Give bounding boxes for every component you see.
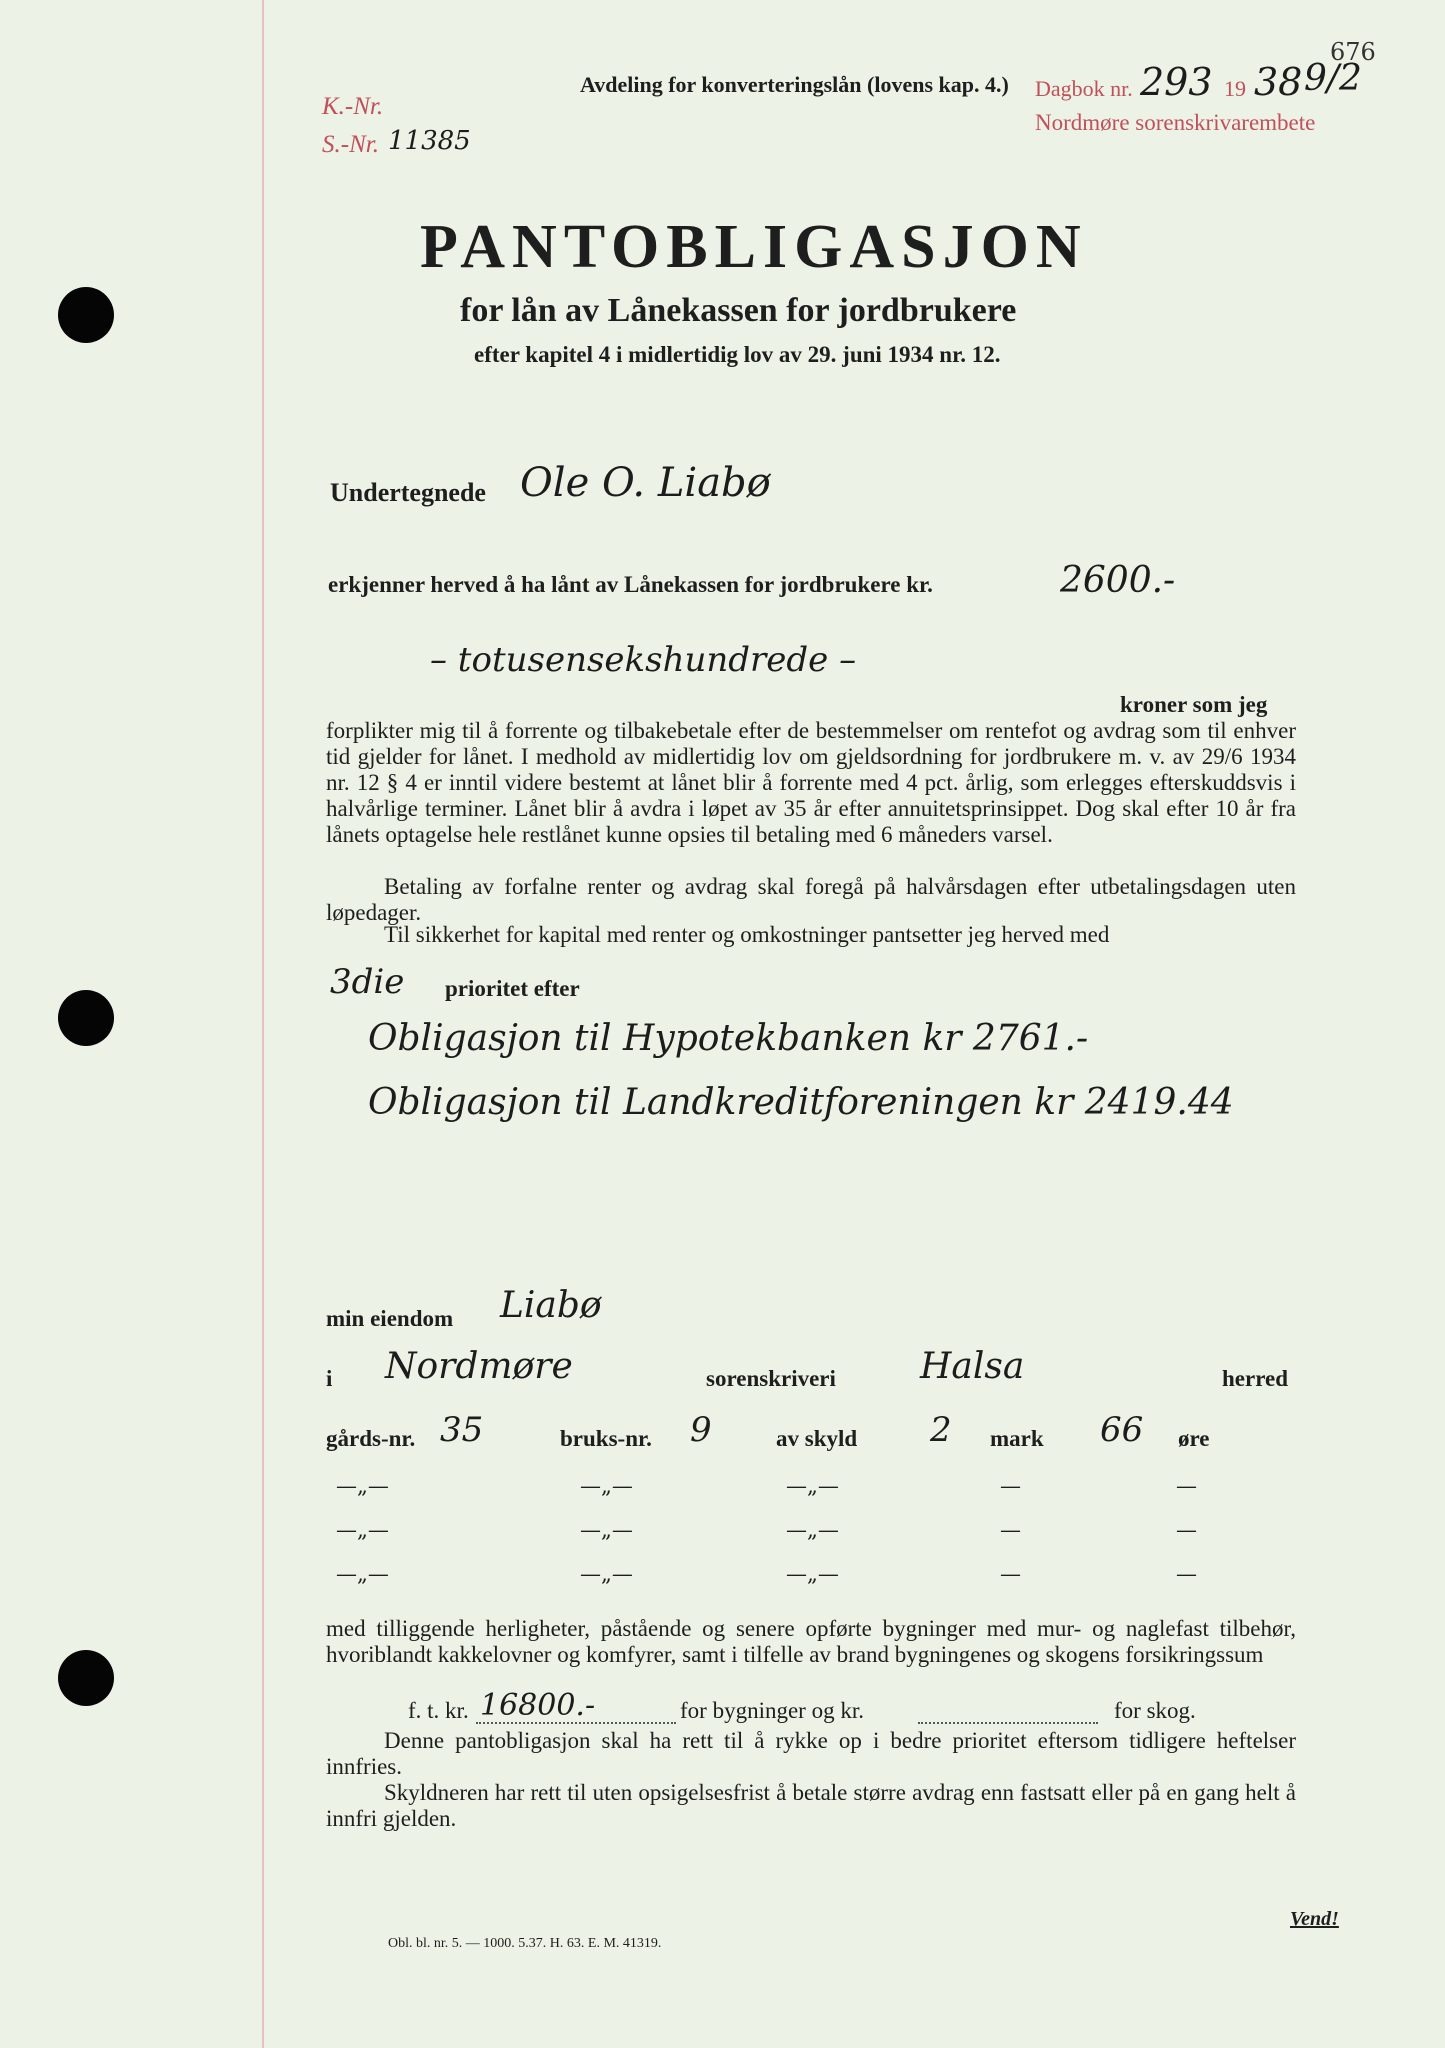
ditto-mark: —„— [786, 1474, 839, 1498]
department-heading: Avdeling for konverteringslån (lovens kap. 4.) [580, 72, 1009, 97]
ditto-mark: —„— [580, 1474, 633, 1498]
amount-in-words: – totusensekshundrede – [430, 640, 857, 680]
prepayment-clause: Skyldneren har rett til uten opsigelsesfrist å betale større avdrag enn fastsatt eller på en gang helt å innfri gjelden. [326, 1780, 1296, 1831]
form-reference: Obl. bl. nr. 5. — 1000. 5.37. H. 63. E. M. 41319. [388, 1936, 662, 1951]
skyld-value: 2 [930, 1410, 952, 1450]
ditto-mark: —„— [786, 1562, 839, 1586]
year-prefix: 19 [1224, 76, 1246, 101]
year-suffix: 38 [1254, 60, 1303, 104]
ditto-row [0, 1562, 1445, 1592]
kroner-label: kroner som jeg [1120, 692, 1268, 717]
undertegnede-label: Undertegnede [330, 478, 486, 507]
margin-line [262, 0, 264, 2048]
priority-value: 3die [330, 962, 405, 1002]
loan-terms: forplikter mig til å forrente og tilbakebetale efter de bestemmelser om rentefot og avdrag som til enhver tid gjelder for lånet. I medhold av midlertidig lov om gjeldsordning for jordbrukere m. v. av 29/6 1934 nr. 12 § 4 er inntil videre bestemt at lånet blir å forrente med 4 pct. årlig, som erlegges efterskuddsvis i halvårlige terminer. Lånet blir å avdra i løpet av 35 år efter annuitetsprinsippet. Dog skal efter 10 år fra lånets optagelse hele restlånet kunne opsies til betaling med 6 måneders varsel. [326, 718, 1296, 847]
mark-label: mark [990, 1426, 1044, 1451]
prior-lien-1: Obligasjon til Hypotekbanken kr 2761.- [368, 1018, 1089, 1059]
ditto-mark: —„— [580, 1562, 633, 1586]
dash-mark: — [1000, 1562, 1021, 1586]
legal-reference: efter kapitel 4 i midlertidig lov av 29. juni 1934 nr. 12. [474, 342, 1001, 367]
document-title: PANTOBLIGASJON [420, 213, 1088, 281]
gards-nr-value: 35 [440, 1410, 484, 1450]
ore-label: øre [1178, 1426, 1210, 1451]
skyld-label: av skyld [776, 1426, 858, 1451]
ditto-mark: —„— [580, 1518, 633, 1542]
skog-dotted-line [918, 1722, 1098, 1724]
bruks-nr-label: bruks-nr. [560, 1426, 652, 1451]
loan-amount: 2600.- [1060, 560, 1176, 601]
ditto-mark: —„— [786, 1518, 839, 1542]
bygninger-label: for bygninger og kr. [680, 1698, 864, 1723]
dash-mark: — [1176, 1562, 1197, 1586]
ditto-mark: —„— [336, 1518, 389, 1542]
priority-label: prioritet efter [445, 976, 580, 1001]
dash-mark: — [1176, 1474, 1197, 1498]
date: 9/2 [1304, 58, 1362, 99]
eiendom-label: min eiendom [326, 1306, 454, 1331]
punch-hole [58, 990, 114, 1046]
payment-terms: Betaling av forfalne renter og avdrag skal foregå på halvårsdagen efter utbetalingsdagen uten løpedager. [326, 874, 1296, 925]
punch-hole [58, 1650, 114, 1706]
skog-label: for skog. [1114, 1698, 1196, 1723]
mark-value: 66 [1100, 1410, 1144, 1450]
dash-mark: — [1000, 1518, 1021, 1542]
insurance-buildings-value: 16800.- [480, 1688, 596, 1723]
security-terms: Til sikkerhet for kapital med renter og omkostninger pantsetter jeg herved med [384, 922, 1110, 947]
dash-mark: — [1176, 1518, 1197, 1542]
page-number: 676 [1330, 38, 1376, 66]
herred-value: Halsa [920, 1346, 1025, 1387]
k-nr-label: K.-Nr. [322, 93, 384, 120]
appurtenances-clause: med tilliggende herligheter, påstående og senere opførte bygninger med mur- og naglefast tilbehør, hvoriblandt kakkelovner og komfyrer, samt i tilfelle av brand bygningenes og skogens forsikringssum [326, 1616, 1296, 1667]
gards-nr-label: gårds-nr. [326, 1426, 416, 1451]
debtor-name: Ole O. Liabø [520, 460, 771, 506]
office-stamp: Nordmøre sorenskrivarembete [1035, 110, 1316, 135]
s-nr-label: S.-Nr. [322, 131, 379, 158]
eiendom-value: Liabø [500, 1285, 602, 1326]
ditto-row [0, 1474, 1445, 1504]
loan-statement: erkjenner herved å ha lånt av Lånekassen for jordbrukere kr. [328, 572, 933, 597]
priority-clause: Denne pantobligasjon skal ha rett til å rykke op i bedre prioritet eftersom tidligere heftelser innfries. [326, 1728, 1296, 1779]
herred-label: herred [1222, 1366, 1289, 1391]
sorenskriveri-label: sorenskriveri [706, 1366, 836, 1391]
ft-label: f. t. kr. [408, 1698, 469, 1723]
bruks-nr-value: 9 [690, 1410, 712, 1450]
district-value: Nordmøre [385, 1346, 573, 1387]
s-nr-value: 11385 [388, 126, 471, 156]
dash-mark: — [1000, 1474, 1021, 1498]
dagbok-label: Dagbok nr. [1035, 76, 1133, 101]
ditto-row [0, 1518, 1445, 1548]
document-subtitle: for lån av Lånekassen for jordbrukere [460, 292, 1017, 329]
vend-note: Vend! [1290, 1908, 1339, 1930]
punch-hole [58, 287, 114, 343]
i-label: i [326, 1366, 333, 1391]
dagbok-number: 293 [1140, 60, 1213, 104]
prior-lien-2: Obligasjon til Landkreditforeningen kr 2419.44 [368, 1082, 1234, 1123]
ditto-mark: —„— [336, 1562, 389, 1586]
ditto-mark: —„— [336, 1474, 389, 1498]
